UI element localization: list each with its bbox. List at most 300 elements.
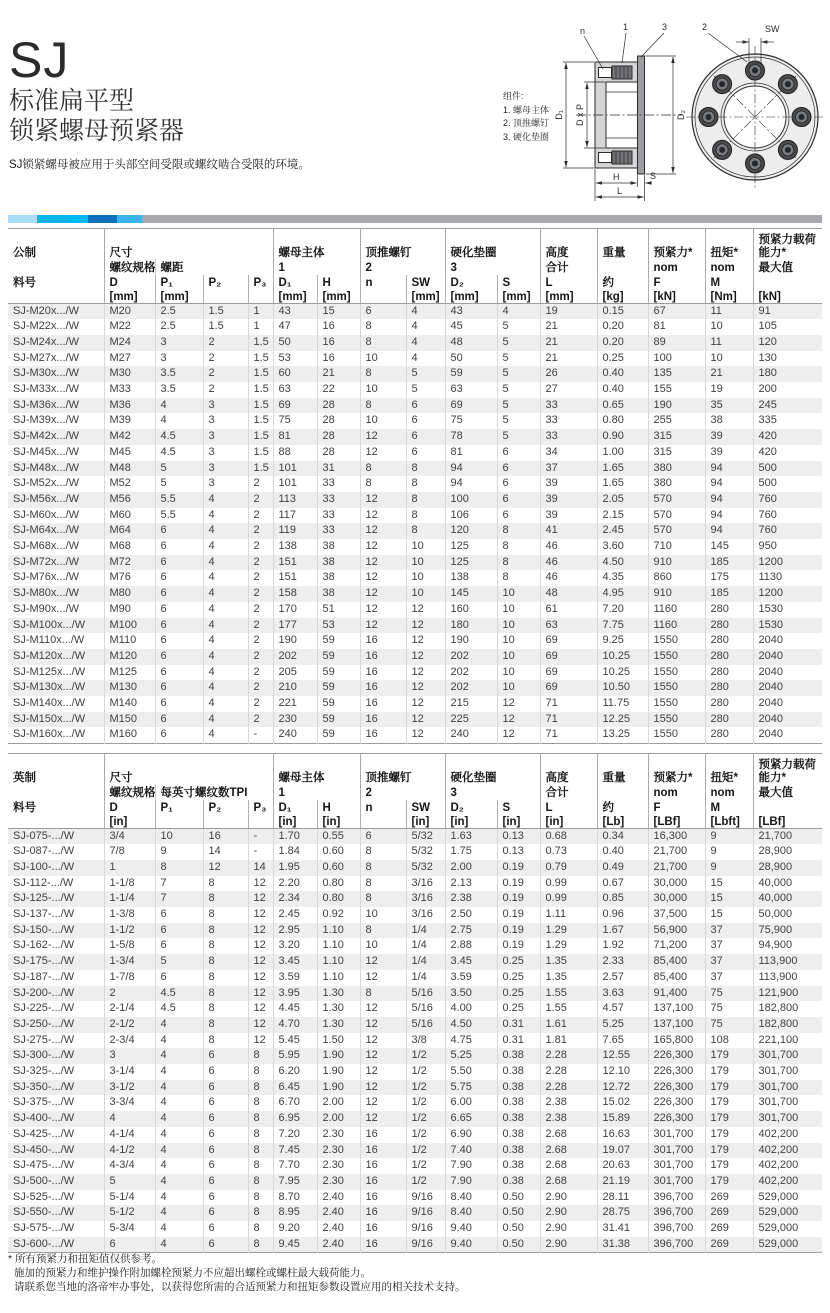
cell: 160 xyxy=(445,602,497,618)
cell: 1-1/4 xyxy=(104,891,155,907)
group-height: 高度 xyxy=(540,229,597,260)
cell: 3 xyxy=(203,413,248,429)
region-label: 英制 xyxy=(13,771,36,784)
cell: 10 xyxy=(497,633,540,649)
col-header: S xyxy=(497,800,540,815)
cell: 2.15 xyxy=(597,508,648,524)
cell: 4 xyxy=(155,1190,203,1206)
cell: SJ-M160x.../W xyxy=(13,728,86,741)
cell: 75,900 xyxy=(753,923,822,939)
cell: 0.13 xyxy=(497,828,540,844)
cell: SJ-150-.../W xyxy=(13,923,75,936)
cell: 4 xyxy=(203,523,248,539)
cell: 1/2 xyxy=(406,1064,445,1080)
front-view xyxy=(686,22,824,188)
cell: 155 xyxy=(648,382,705,398)
footnotes xyxy=(8,1252,466,1294)
cell: 12 xyxy=(360,1017,406,1033)
cell: 63 xyxy=(540,618,597,634)
cell: 1550 xyxy=(648,665,705,681)
cell: 0.68 xyxy=(540,828,597,844)
cell: 33 xyxy=(317,523,360,539)
cell: SJ-550-.../W xyxy=(13,1206,75,1219)
label-h: H xyxy=(613,172,620,182)
cell: 6 xyxy=(497,461,540,477)
cell: M125 xyxy=(104,665,155,681)
cell: 226,300 xyxy=(648,1048,705,1064)
cell: 50 xyxy=(273,335,317,351)
cell: 177 xyxy=(273,618,317,634)
cell: 0.60 xyxy=(317,860,360,876)
cell: 16 xyxy=(360,1190,406,1206)
cell: 380 xyxy=(648,461,705,477)
cell: M48 xyxy=(104,461,155,477)
cell: 2.90 xyxy=(540,1221,597,1237)
cell: 15 xyxy=(705,876,753,892)
label-1: 1 xyxy=(623,22,629,32)
cell: 280 xyxy=(705,633,753,649)
cell: 1.11 xyxy=(540,907,597,923)
col-header: P₂ xyxy=(203,275,248,290)
cell: 69 xyxy=(540,680,597,696)
group-push-screw: 顶推螺钉 xyxy=(360,754,445,785)
cell: 6 xyxy=(155,649,203,665)
cell: 1.75 xyxy=(445,844,497,860)
table-row xyxy=(8,508,822,524)
cell: 7.90 xyxy=(445,1174,497,1190)
cell: 4.00 xyxy=(445,1001,497,1017)
col-header: F xyxy=(648,275,705,290)
cell: 12 xyxy=(360,1111,406,1127)
cell: 19.07 xyxy=(597,1143,648,1159)
cell: SJ-M100x.../W xyxy=(13,618,86,631)
subgroup-header-row xyxy=(8,259,822,275)
cell: 135 xyxy=(648,366,705,382)
cell: 1.84 xyxy=(273,844,317,860)
cell: 4 xyxy=(155,1111,203,1127)
cell: 3/16 xyxy=(406,891,445,907)
cell: 12.25 xyxy=(597,712,648,728)
technical-drawing xyxy=(540,20,830,212)
cell: SJ-100-.../W xyxy=(13,860,75,873)
cell: 190 xyxy=(273,633,317,649)
cell: 396,700 xyxy=(648,1205,705,1221)
cell: 59 xyxy=(317,680,360,696)
cell: 0.25 xyxy=(497,970,540,986)
col-header: D xyxy=(104,800,155,815)
cell: 6 xyxy=(155,570,203,586)
cell: 3/8 xyxy=(406,1033,445,1049)
cell: 10 xyxy=(497,618,540,634)
cell: 12 xyxy=(406,680,445,696)
cell: 2040 xyxy=(753,712,822,728)
cell: 101 xyxy=(273,476,317,492)
cell: 0.38 xyxy=(497,1158,540,1174)
table-row xyxy=(8,398,822,414)
cell: 46 xyxy=(540,555,597,571)
table-row xyxy=(8,602,822,618)
cell: 28.11 xyxy=(597,1190,648,1206)
cell: 5 xyxy=(497,413,540,429)
cell: 1.35 xyxy=(540,954,597,970)
cell: 38 xyxy=(705,413,753,429)
cell: 11.75 xyxy=(597,696,648,712)
cell: 0.40 xyxy=(597,382,648,398)
cell: 301,700 xyxy=(648,1127,705,1143)
page-title: SJ xyxy=(9,32,70,88)
cell: M36 xyxy=(104,398,155,414)
cell: 4 xyxy=(203,665,248,681)
cell: 2.5 xyxy=(155,319,203,335)
unit-cell xyxy=(360,815,406,828)
page-subtitle-2: 锁紧螺母预紧器 xyxy=(9,117,185,145)
cell: 4 xyxy=(155,1174,203,1190)
cell: 0.80 xyxy=(597,413,648,429)
cell: 170 xyxy=(273,602,317,618)
table-row xyxy=(8,1095,822,1111)
cell: 39 xyxy=(705,445,753,461)
cell: 8 xyxy=(360,860,406,876)
cell: SJ-125-.../W xyxy=(13,892,75,905)
cell: 0.19 xyxy=(497,876,540,892)
table-row xyxy=(8,1143,822,1159)
cell: 2.13 xyxy=(445,876,497,892)
ref-num-2: 2 xyxy=(360,259,445,275)
cell: 9.40 xyxy=(445,1237,497,1253)
unit-cell: [LBf] xyxy=(648,815,705,828)
cell: 2.40 xyxy=(317,1221,360,1237)
cell: 37 xyxy=(540,461,597,477)
cell: 10 xyxy=(705,351,753,367)
cell: SJ-M150x.../W xyxy=(13,712,86,725)
cell: 301,700 xyxy=(648,1158,705,1174)
blank-cell xyxy=(8,815,104,828)
col-header: D xyxy=(104,275,155,290)
max-label: 最大值 xyxy=(753,259,822,275)
cell: 1.10 xyxy=(317,954,360,970)
cell: 0.31 xyxy=(497,1033,540,1049)
cell: 7.40 xyxy=(445,1143,497,1159)
cell: 3.63 xyxy=(597,986,648,1002)
cell: 0.19 xyxy=(497,907,540,923)
cell: 2.30 xyxy=(317,1158,360,1174)
cell: 2 xyxy=(248,665,273,681)
cell: 28,900 xyxy=(753,860,822,876)
cell: 69 xyxy=(540,649,597,665)
cell: 4 xyxy=(155,1064,203,1080)
footnote-line: 请联系您当地的洛帝牢办事处，以获得您所需的合适预紧力和扭矩参数设置应用的相关技术支持。 xyxy=(14,1281,466,1293)
cell: 1.50 xyxy=(317,1033,360,1049)
cell: 94 xyxy=(705,492,753,508)
group-load-capacity: 预紧力载荷能力* xyxy=(753,229,822,260)
col-header xyxy=(753,275,822,290)
cell: 1160 xyxy=(648,602,705,618)
cell: SJ-500-.../W xyxy=(13,1174,75,1187)
cell: SJ-M125x.../W xyxy=(13,665,86,678)
cell: 2.38 xyxy=(445,891,497,907)
group-nut-body: 螺母主体 xyxy=(273,754,360,785)
cell: 1.30 xyxy=(317,1017,360,1033)
group-size: 尺寸 xyxy=(104,754,273,785)
cell: - xyxy=(248,727,273,743)
col-header xyxy=(753,800,822,815)
cell: 240 xyxy=(445,727,497,743)
cell: 39 xyxy=(540,492,597,508)
cell: 8 xyxy=(360,891,406,907)
label-n: n xyxy=(580,26,586,36)
cell: 8 xyxy=(360,366,406,382)
cell: SJ-600-.../W xyxy=(13,1237,75,1250)
cell: 8.40 xyxy=(445,1190,497,1206)
cell: 8 xyxy=(406,508,445,524)
cell: 63 xyxy=(273,382,317,398)
cell: 7.90 xyxy=(445,1158,497,1174)
cell: SJ-M56x.../W xyxy=(13,492,80,505)
cell: 5/16 xyxy=(406,986,445,1002)
cell: 5-1/4 xyxy=(104,1190,155,1206)
cell: 7.75 xyxy=(597,618,648,634)
cell: 6.90 xyxy=(445,1127,497,1143)
nom-label: nom xyxy=(648,259,705,275)
cell: M130 xyxy=(104,680,155,696)
thread-spec-label: 螺纹规格 xyxy=(104,259,155,275)
cell: 21,700 xyxy=(648,844,705,860)
cell: 6 xyxy=(406,445,445,461)
cell: 0.13 xyxy=(497,844,540,860)
cell: 315 xyxy=(648,445,705,461)
cell: 2 xyxy=(248,476,273,492)
unit-cell: [in] xyxy=(540,815,597,828)
cell: SJ-475-.../W xyxy=(13,1159,75,1172)
cell: 5 xyxy=(155,954,203,970)
table-row xyxy=(8,1080,822,1096)
cell: M76 xyxy=(104,570,155,586)
table-row xyxy=(8,523,822,539)
cell: 11 xyxy=(705,335,753,351)
cell: 8 xyxy=(203,876,248,892)
cell: 6 xyxy=(497,476,540,492)
table-row xyxy=(8,1111,822,1127)
cell: 71 xyxy=(540,696,597,712)
cell: 22 xyxy=(317,382,360,398)
cell: 5 xyxy=(497,398,540,414)
region-label: 公制 xyxy=(13,246,36,259)
column-header-row xyxy=(8,800,822,815)
cell: 3.45 xyxy=(273,954,317,970)
cell: 0.31 xyxy=(497,1017,540,1033)
cell: 0.55 xyxy=(317,828,360,844)
cell: 8 xyxy=(203,1017,248,1033)
cell: 4 xyxy=(155,1158,203,1174)
cell: 6 xyxy=(406,413,445,429)
cell: 6 xyxy=(203,1080,248,1096)
cell: 12.72 xyxy=(597,1080,648,1096)
cell: 8 xyxy=(248,1143,273,1159)
cell: 21,700 xyxy=(648,860,705,876)
cell: 1-3/4 xyxy=(104,954,155,970)
cell: 8 xyxy=(203,1033,248,1049)
cell: 5 xyxy=(497,366,540,382)
cell: 9/16 xyxy=(406,1205,445,1221)
subgroup-header-row xyxy=(8,784,822,800)
cell: 269 xyxy=(705,1221,753,1237)
cell: 0.65 xyxy=(597,398,648,414)
cell: 1/4 xyxy=(406,954,445,970)
cell: 38 xyxy=(317,586,360,602)
cell: 335 xyxy=(753,413,822,429)
unit-cell: [mm] xyxy=(497,290,540,303)
cell: 6 xyxy=(155,665,203,681)
cell: SJ-M140x.../W xyxy=(13,697,86,710)
cell: 88 xyxy=(273,445,317,461)
table-row xyxy=(8,366,822,382)
cell: 7.70 xyxy=(273,1158,317,1174)
cell: 16,300 xyxy=(648,828,705,844)
cell: 120 xyxy=(753,335,822,351)
cell: 12.10 xyxy=(597,1064,648,1080)
cell: 12 xyxy=(406,618,445,634)
cell: 226,300 xyxy=(648,1111,705,1127)
tpi-label: 每英寸螺纹数TPI xyxy=(155,784,273,800)
table-row xyxy=(8,923,822,939)
cell: 179 xyxy=(705,1095,753,1111)
cell: 2.40 xyxy=(317,1237,360,1253)
label-sw: SW xyxy=(765,24,780,34)
cell: 396,700 xyxy=(648,1190,705,1206)
cell: 185 xyxy=(705,555,753,571)
cell: 4 xyxy=(155,1221,203,1237)
cell: 12 xyxy=(360,602,406,618)
cell: 12 xyxy=(360,539,406,555)
cell: 1.5 xyxy=(248,335,273,351)
table-row xyxy=(8,351,822,367)
cell: 7/8 xyxy=(104,844,155,860)
cell: 2.88 xyxy=(445,938,497,954)
cell: 6 xyxy=(203,1095,248,1111)
unit-cell: [in] xyxy=(104,815,155,828)
cell: 269 xyxy=(705,1205,753,1221)
accent-bar-segment xyxy=(37,215,68,223)
cell: 27 xyxy=(540,382,597,398)
cell: M30 xyxy=(104,366,155,382)
cell: 101 xyxy=(273,461,317,477)
cell: 1/2 xyxy=(406,1111,445,1127)
cell: 94 xyxy=(445,476,497,492)
col-header: F xyxy=(648,800,705,815)
cell: 15 xyxy=(705,907,753,923)
cell: 5/32 xyxy=(406,844,445,860)
cell: 301,700 xyxy=(753,1064,822,1080)
cell: 138 xyxy=(445,570,497,586)
cell: 226,300 xyxy=(648,1080,705,1096)
cell: 1.10 xyxy=(317,923,360,939)
accent-bar-segment xyxy=(8,215,37,223)
cell: 2 xyxy=(248,555,273,571)
cell: 5.25 xyxy=(597,1017,648,1033)
cell: SJ-400-.../W xyxy=(13,1112,75,1125)
unit-cell: [mm] xyxy=(317,290,360,303)
cell: 13.25 xyxy=(597,727,648,743)
cell: 8.70 xyxy=(273,1190,317,1206)
cell: SJ-425-.../W xyxy=(13,1127,75,1140)
cell: SJ-325-.../W xyxy=(13,1065,75,1078)
cell: 0.20 xyxy=(597,319,648,335)
cell: 9.40 xyxy=(445,1221,497,1237)
cell: 4 xyxy=(155,1095,203,1111)
cell: 0.50 xyxy=(497,1205,540,1221)
cell: 420 xyxy=(753,445,822,461)
table-row xyxy=(8,335,822,351)
cell: 6 xyxy=(155,970,203,986)
table-row xyxy=(8,970,822,986)
ref-num-2: 2 xyxy=(360,784,445,800)
part-no-label: 料号 xyxy=(13,277,36,289)
cell: 0.15 xyxy=(597,303,648,319)
cell: 5/16 xyxy=(406,1017,445,1033)
table-row xyxy=(8,1174,822,1190)
unit-cell: [Lb] xyxy=(597,815,648,828)
table-row xyxy=(8,649,822,665)
cell: 45 xyxy=(445,319,497,335)
legend-item: 2. 顶推螺钉 xyxy=(503,118,550,128)
cell: 5 xyxy=(104,1174,155,1190)
cell: 16 xyxy=(360,1205,406,1221)
cell: 4 xyxy=(203,539,248,555)
cell: M140 xyxy=(104,696,155,712)
col-header: D₂ xyxy=(445,275,497,290)
cell: 1-1/2 xyxy=(104,923,155,939)
cell: 3 xyxy=(203,461,248,477)
cell: 0.60 xyxy=(317,844,360,860)
table-row xyxy=(8,382,822,398)
cell: 221 xyxy=(273,696,317,712)
cell: 16 xyxy=(317,351,360,367)
cell: 61 xyxy=(540,602,597,618)
cell: 8 xyxy=(248,1080,273,1096)
cell: 12 xyxy=(406,665,445,681)
cell: SJ-200-.../W xyxy=(13,986,75,999)
cell: M160 xyxy=(104,727,155,743)
cell: 6 xyxy=(203,1190,248,1206)
cell: 119 xyxy=(273,523,317,539)
cell: 12 xyxy=(497,696,540,712)
cell: 78 xyxy=(445,429,497,445)
cell: 6 xyxy=(203,1205,248,1221)
title-block xyxy=(9,34,489,173)
cell: 94 xyxy=(705,461,753,477)
cell: SJ-M36x.../W xyxy=(13,398,80,411)
cell: 28 xyxy=(317,413,360,429)
cell: 190 xyxy=(445,633,497,649)
group-preload: 预紧力* xyxy=(648,754,705,785)
cell: 3 xyxy=(155,335,203,351)
cell: 12 xyxy=(248,1001,273,1017)
cell: 48 xyxy=(445,335,497,351)
cell: 28.75 xyxy=(597,1205,648,1221)
col-header: L xyxy=(540,800,597,815)
cell: 182,800 xyxy=(753,1001,822,1017)
cell: 1.5 xyxy=(248,445,273,461)
col-header: P₂ xyxy=(203,800,248,815)
cell: 1.5 xyxy=(248,398,273,414)
cell: SJ-300-.../W xyxy=(13,1049,75,1062)
cell: 2040 xyxy=(753,633,822,649)
cell: 8 xyxy=(248,1237,273,1253)
cell: 2.90 xyxy=(540,1190,597,1206)
cell: 4.45 xyxy=(273,1001,317,1017)
cell: 280 xyxy=(705,649,753,665)
col-header: SW xyxy=(406,275,445,290)
